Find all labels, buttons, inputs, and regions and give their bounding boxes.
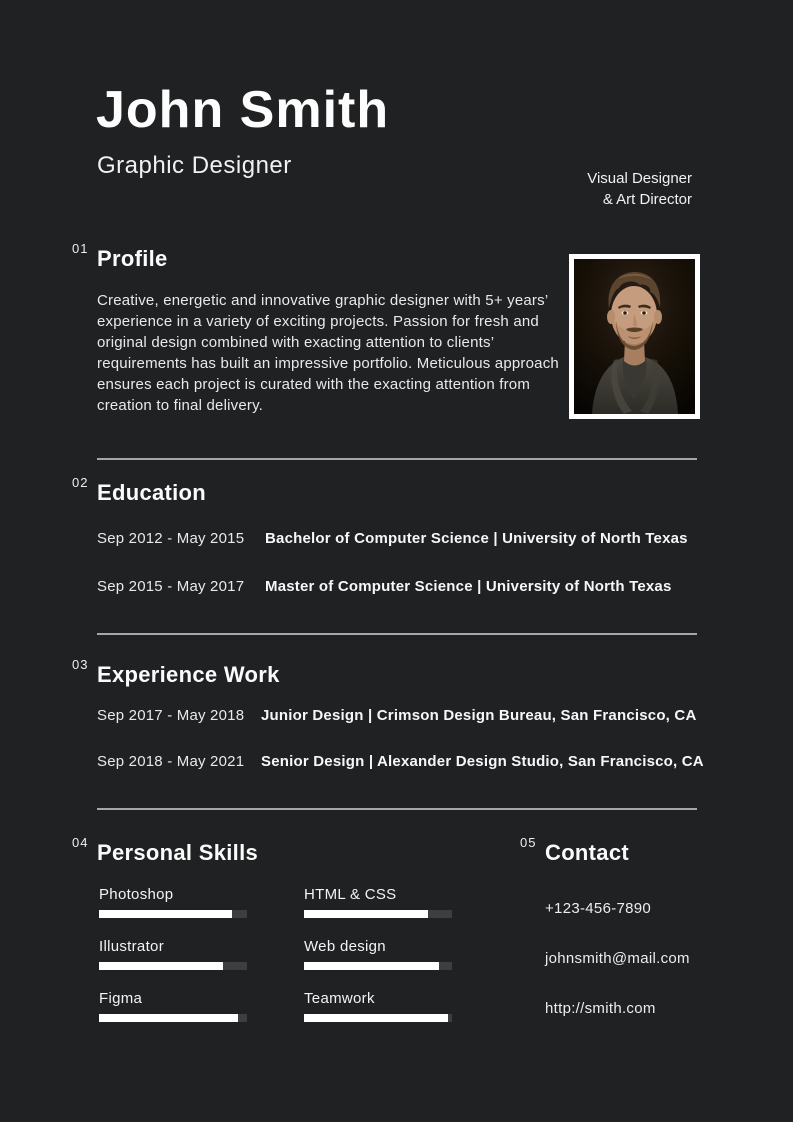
experience-title: Experience Work	[97, 662, 280, 687]
education-date: Sep 2015 - May 2017	[97, 578, 245, 595]
skill-bar-fill	[304, 910, 428, 918]
skill-html-css	[304, 886, 452, 918]
tagline-line-1: Visual Designer	[587, 170, 692, 187]
skill-figma	[99, 990, 247, 1022]
education-detail: Master of Computer Science | University of North Texas	[265, 578, 672, 595]
education-detail: Bachelor of Computer Science | University of North Texas	[265, 530, 688, 547]
education-row	[97, 578, 717, 595]
skill-bar-fill	[304, 962, 439, 970]
person-name: John Smith	[96, 81, 390, 139]
skills-section-number: 04	[72, 835, 89, 850]
person-role: Graphic Designer	[97, 152, 292, 179]
experience-detail: Junior Design | Crimson Design Bureau, San Francisco, CA	[261, 707, 697, 724]
education-date: Sep 2012 - May 2015	[97, 530, 245, 547]
experience-heading	[72, 657, 280, 688]
skill-label: Teamwork	[304, 990, 375, 1007]
education-heading	[72, 475, 207, 506]
divider	[97, 458, 697, 460]
experience-date: Sep 2017 - May 2018	[97, 707, 245, 724]
experience-date: Sep 2018 - May 2021	[97, 753, 245, 770]
education-row	[97, 530, 717, 547]
divider	[97, 633, 697, 635]
skill-photoshop	[99, 886, 247, 918]
skills-title: Personal Skills	[97, 840, 259, 865]
contact-section-number: 05	[520, 835, 537, 850]
skill-bar-fill	[99, 1014, 238, 1022]
divider	[97, 808, 697, 810]
contact-email: johnsmith@mail.com	[545, 950, 690, 967]
portrait-photo	[574, 259, 695, 414]
skill-bar-fill	[99, 962, 223, 970]
contact-heading	[520, 835, 629, 866]
experience-detail: Senior Design | Alexander Design Studio, San Francisco, CA	[261, 753, 704, 770]
profile-section-number: 01	[72, 241, 89, 256]
skill-label: Photoshop	[99, 886, 174, 903]
skill-bar-fill	[99, 910, 232, 918]
profile-text: Creative, energetic and innovative graphic designer with 5+ years’ experience in a variety of exciting projects. Passion for fresh and original design combined with exacting attention to clients’ requirements has built an impressive portfolio. Meticulous approach ensures each project is curated with the exacting attention from creation to final delivery.	[97, 292, 559, 414]
tagline-line-2: & Art Director	[602, 191, 692, 208]
skill-web-design	[304, 938, 452, 970]
tagline	[587, 168, 692, 210]
skill-bar-track	[304, 1014, 452, 1022]
skill-label: HTML & CSS	[304, 886, 397, 903]
education-title: Education	[97, 480, 207, 505]
experience-section-number: 03	[72, 657, 89, 672]
contact-title: Contact	[545, 840, 629, 865]
contact-phone: +123-456-7890	[545, 900, 652, 917]
skill-illustrator	[99, 938, 247, 970]
photo-frame	[569, 254, 700, 419]
experience-row	[97, 753, 717, 770]
skill-bar-track	[99, 1014, 247, 1022]
skill-bar-track	[99, 962, 247, 970]
skills-heading	[72, 835, 259, 866]
skill-label: Figma	[99, 990, 143, 1007]
skill-bar-track	[99, 910, 247, 918]
profile-heading	[72, 241, 168, 272]
skill-label: Illustrator	[99, 938, 164, 955]
education-section-number: 02	[72, 475, 89, 490]
profile-title: Profile	[97, 246, 168, 271]
skill-bar-fill	[304, 1014, 448, 1022]
skill-teamwork	[304, 990, 452, 1022]
contact-website: http://smith.com	[545, 1000, 656, 1017]
experience-row	[97, 707, 717, 724]
skill-bar-track	[304, 910, 452, 918]
skill-bar-track	[304, 962, 452, 970]
skill-label: Web design	[304, 938, 386, 955]
